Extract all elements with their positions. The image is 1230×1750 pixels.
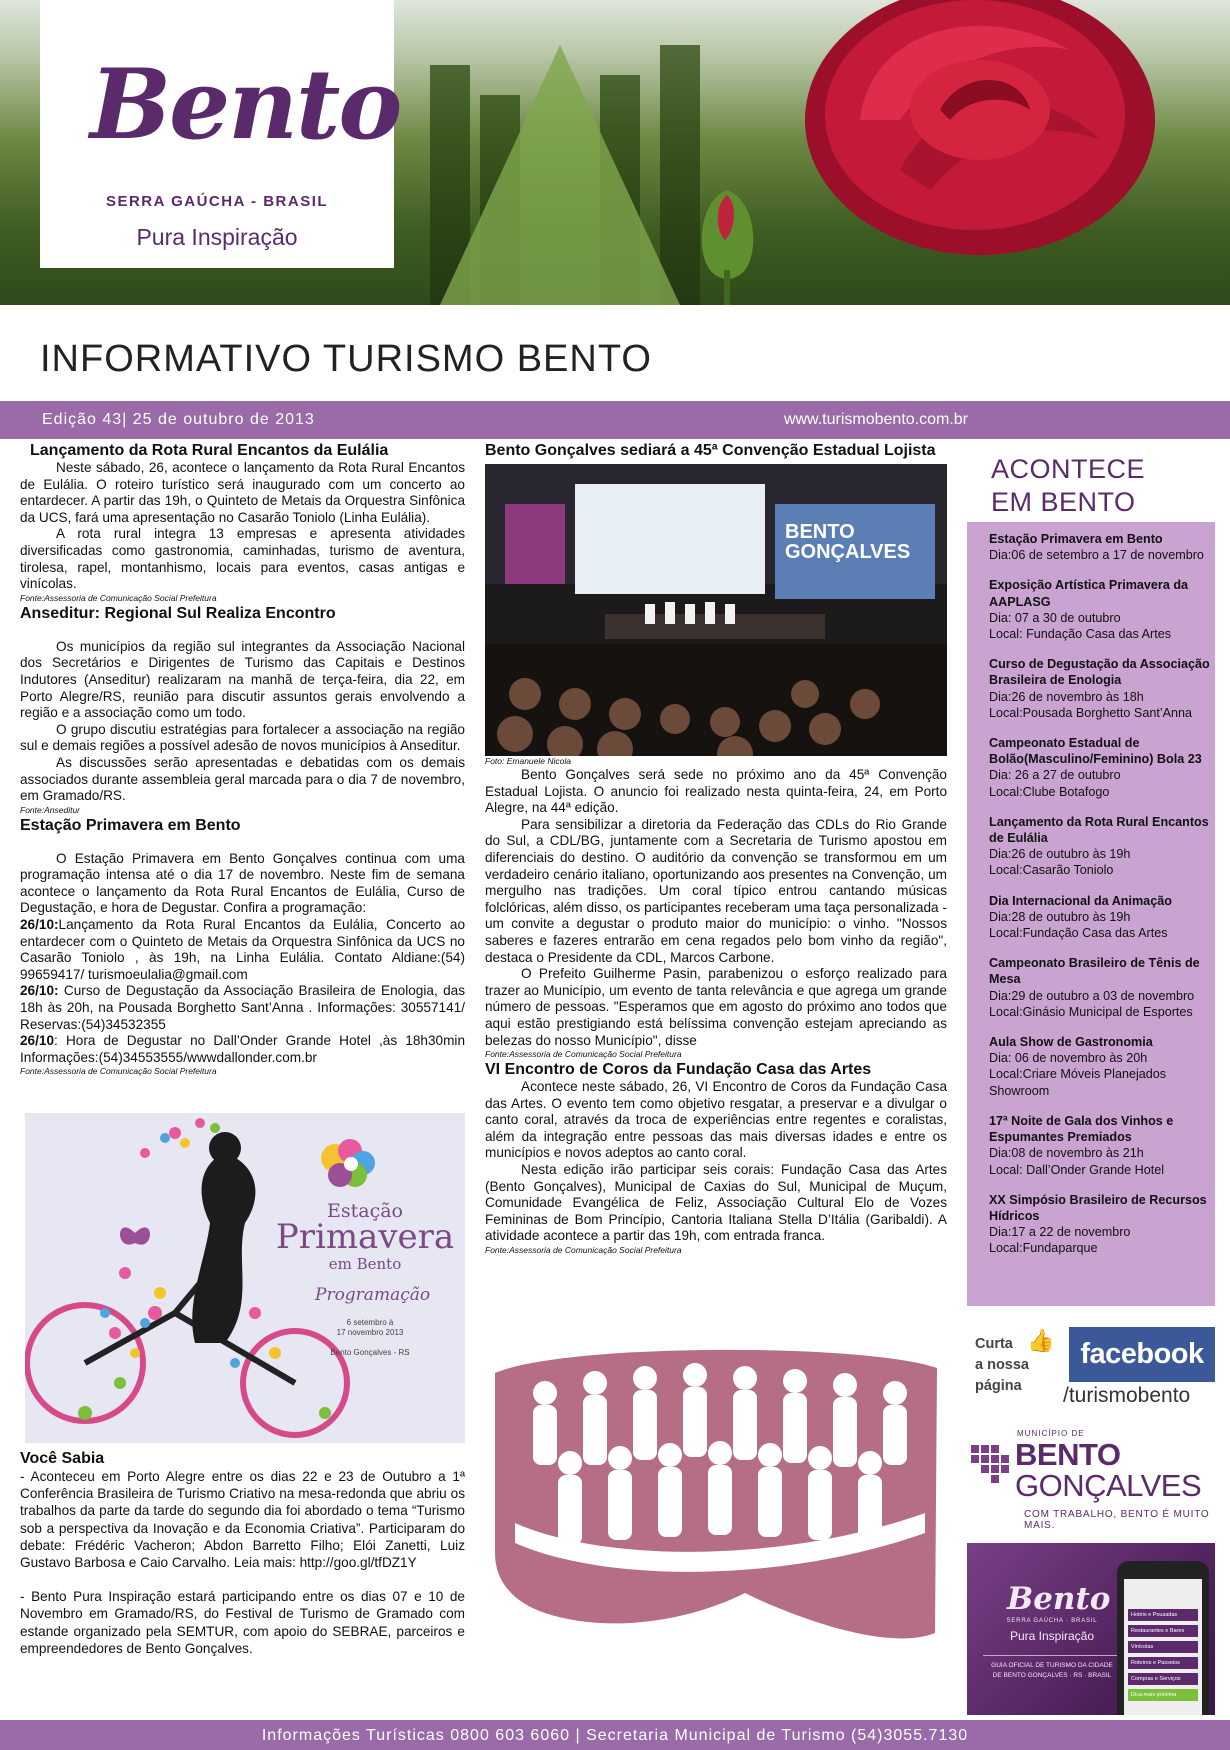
sidebar-title-line: ACONTECE bbox=[991, 454, 1146, 484]
bento-logo bbox=[40, 0, 401, 268]
left-column bbox=[20, 441, 465, 1077]
event-detail: Local:Fundação Casa das Artes bbox=[989, 926, 1168, 941]
event-detail: Local:Clube Botafogo bbox=[989, 784, 1110, 799]
event-list bbox=[989, 531, 1211, 1271]
article-heading: Anseditur: Regional Sul Realiza Encontro bbox=[20, 604, 336, 622]
schedule-text: : Hora de Degustar no Dall’Onder Grande Hotel ,às 18h30min Informações:(54)34553555/wwwdallonder.com.br bbox=[20, 1033, 465, 1065]
event-item bbox=[989, 893, 1211, 942]
cyclist-illustration bbox=[25, 1113, 465, 1443]
logo-tagline: Pura Inspiração bbox=[136, 224, 298, 250]
article-source: Fonte:Assessoria de Comunicação Social Prefeitura bbox=[485, 1049, 682, 1060]
article-heading: VI Encontro de Coros da Fundação Casa das Artes bbox=[485, 1061, 872, 1079]
guide-line: DE BENTO GONÇALVES · RS · BRASIL bbox=[992, 1672, 1112, 1679]
event-title: Campeonato Estadual de Bolão(Masculino/Feminino) Bola 23 bbox=[989, 736, 1202, 767]
event-detail: Local:Fundaparque bbox=[989, 1241, 1098, 1256]
event-title: Aula Show de Gastronomia bbox=[989, 1035, 1153, 1050]
sidebar-title bbox=[991, 453, 1145, 519]
municipio-name: GONÇALVES bbox=[1015, 1468, 1202, 1503]
logo-subtitle: SERRA GAÚCHA - BRASIL bbox=[105, 193, 329, 210]
article-source: Fonte:Assessoria de Comunicação Social Prefeitura bbox=[20, 1066, 217, 1077]
phone-menu-item: Hotéis e Pousadas bbox=[1128, 1609, 1198, 1621]
article-paragraph: - Bento Pura Inspiração estará participando entre os dias 07 e 10 de Novembro em Gramado/RS, do Festival de Turismo de Gramado com estande organizado pela SEMTUR, com apoio do SEBRAE, parceiros e empreendedores de Bento Gonçalves. bbox=[20, 1589, 465, 1656]
article-heading: Lançamento da Rota Rural Encantos da Eulália bbox=[30, 442, 389, 459]
schedule-text: Curso de Degustação da Associação Brasileira de Enologia, das 18h às 20h, na Pousada Borghetto Sant’Anna . Informações: 30557141/ Reservas:(54)34532355 bbox=[20, 983, 465, 1032]
screen-text-1: BENTO bbox=[785, 521, 855, 543]
event-detail: Dia: 26 a 27 de outubro bbox=[989, 768, 1121, 783]
event-detail: Local: Dall’Onder Grande Hotel bbox=[989, 1162, 1165, 1177]
municipio-name: BENTO bbox=[1015, 1437, 1121, 1472]
thumbs-up-icon: 👍 bbox=[1027, 1328, 1055, 1353]
facebook-handle[interactable]: /turismobento bbox=[1063, 1384, 1191, 1407]
article-paragraph: Nesta edição irão participar seis corais: Fundação Casa das Artes (Bento Gonçalves), Municipal de Caxias do Sul, Municipal de Muçum, Comunidade Evangélica de Feliz, Associação Cultural Elo de Vozes Femininas de Bom Princípio, Cantoria Italiana Stella D’Itália (Garibaldi). A atividade acontece a partir das 19h, com entrada franca. bbox=[485, 1162, 947, 1244]
voce-sabia-section bbox=[20, 1449, 465, 1657]
rose-bud-image bbox=[680, 170, 775, 305]
phone-menu-item: Dica mais próxima bbox=[1128, 1689, 1198, 1701]
article-paragraph: A rota rural integra 13 empresas e apresenta atividades diversificadas como gastronomia, caminhadas, turismo de aventura, tirolesa, rapel, montanhismo, locais para eventos, casas antigas e vinícolas. bbox=[20, 526, 465, 592]
event-detail: Dia:29 de outubro a 03 de novembro bbox=[989, 988, 1195, 1003]
article-source: Fonte:Assessoria de Comunicação Social Prefeitura bbox=[485, 1245, 682, 1256]
red-rose-image bbox=[780, 0, 1160, 270]
event-detail: Dia:26 de outubro às 19h bbox=[989, 847, 1131, 862]
schedule-item bbox=[20, 1033, 465, 1066]
event-item bbox=[989, 1034, 1211, 1099]
grape-grid-icon bbox=[967, 1441, 1013, 1487]
footer-contact: Informações Turísticas 0800 603 6060 | Secretaria Municipal de Turismo (54)3055.7130 bbox=[261, 1727, 969, 1744]
event-title: Dia Internacional da Animação bbox=[989, 893, 1172, 908]
app-logo: Bento bbox=[1007, 1581, 1111, 1617]
page-title: INFORMATIVO TURISMO BENTO bbox=[40, 338, 652, 380]
article-paragraph: Os municípios da região sul integrantes da Associação Nacional dos Secretários e Dirigentes de Turismo das Capitais e Destinos Indutores (Anseditur) realizaram na manhã de terça-feira, dia 22, em Porto Alegre/RS, reunião para discutir assuntos gerais envolvendo a região e a associação como um todo. bbox=[20, 638, 465, 721]
article-source: Fonte:Anseditur bbox=[20, 804, 81, 815]
municipio-slogan: COM TRABALHO, BENTO É MUITO MAIS. bbox=[1024, 1509, 1210, 1531]
event-title: 17ª Noite de Gala dos Vinhos e Espumantes Premiados bbox=[989, 1113, 1174, 1145]
event-item bbox=[989, 656, 1211, 721]
event-title: Lançamento da Rota Rural Encantos de Eulália bbox=[989, 814, 1209, 846]
article-paragraph: O grupo discutiu estratégias para fortalecer a associação na região sul e demais regiões a possível adesão de novos municípios à Anseditur. bbox=[20, 721, 465, 754]
article-paragraph: As discussões serão apresentadas e debatidas com os demais associados durante assembleia geral marcada para o dia 7 de novembro, em Gramado/RS. bbox=[20, 754, 465, 804]
poster-title-2: Primavera bbox=[275, 1217, 455, 1257]
estacao-primavera-poster bbox=[25, 1113, 465, 1443]
event-title: Estação Primavera em Bento bbox=[989, 532, 1163, 546]
schedule-item bbox=[20, 917, 465, 983]
schedule-date: 26/10 bbox=[20, 1033, 55, 1049]
event-title: Exposição Artística Primavera da AAPLASG bbox=[989, 578, 1189, 609]
article-paragraph: Bento Gonçalves será sede no próximo ano da 45ª Convenção Estadual Lojista. O anuncio foi realizado nesta quinta-feira, 24, em Porto Alegre, na 44ª edição. bbox=[485, 767, 947, 816]
event-item bbox=[989, 531, 1211, 563]
event-detail: Dia:28 de outubro às 19h bbox=[989, 909, 1131, 924]
event-detail: Local:Ginásio Municipal de Esportes bbox=[989, 1004, 1193, 1019]
poster-dates-1: 6 setembro à bbox=[346, 1318, 394, 1327]
section-heading: Você Sabia bbox=[20, 1450, 105, 1467]
poster-title-1: Estação bbox=[327, 1200, 403, 1222]
event-detail: Dia:17 a 22 de novembro bbox=[989, 1225, 1131, 1240]
curta-line: Curta bbox=[975, 1336, 1013, 1352]
event-detail: Dia:06 de setembro a 17 de novembro bbox=[989, 548, 1204, 563]
schedule-date: 26/10: bbox=[20, 917, 59, 933]
sidebar-title-line: EM BENTO bbox=[991, 487, 1136, 517]
convention-photo bbox=[485, 464, 947, 756]
event-detail: Dia:26 de novembro às 18h bbox=[989, 689, 1144, 704]
footer-bar bbox=[0, 1720, 1230, 1750]
facebook-promo[interactable] bbox=[967, 1318, 1215, 1413]
choir-illustration bbox=[485, 1333, 947, 1655]
edition-bar bbox=[0, 401, 1230, 439]
article-source: Fonte:Assessoria de Comunicação Social Prefeitura bbox=[20, 592, 217, 603]
guide-line: GUIA OFICIAL DE TURISMO DA CIDADE bbox=[991, 1662, 1113, 1669]
events-sidebar bbox=[967, 439, 1215, 1306]
pagina-line: página bbox=[975, 1378, 1022, 1394]
event-item bbox=[989, 955, 1211, 1020]
schedule-text: Lançamento da Rota Rural Encantos da Eulália, Concerto ao entardecer com o Quinteto de Metais da Orquestra Sinfônica da UCS no Casarão Toniolo , às 19h, na Linha Eulália. Contato Aldiane:(54) 99659417/ turismoeulalia@gmail.com bbox=[20, 917, 465, 982]
article-paragraph: Acontece neste sábado, 26, VI Encontro de Coros da Fundação Casa das Artes. O evento tem como objetivo resgatar, a preservar e a divulgar o canto coral, através da troca de experiências entre regentes e coralistas, além da integração entre pessoas das mais diversas idades e entre os municípios e novos adeptos ao canto coral. bbox=[485, 1079, 947, 1161]
event-detail: Local:Pousada Borghetto Sant’Anna bbox=[989, 705, 1193, 720]
bento-goncalves-logo bbox=[967, 1425, 1215, 1531]
event-item bbox=[989, 1113, 1211, 1178]
article-paragraph: - Aconteceu em Porto Alegre entre os dias 22 e 23 de Outubro a 1ª Conferência Brasileira de Turismo Criativo na mesa-redonda que abriu os trabalhos da parte da tarde do segundo dia foi abordado o tema “Turismo sob a perspectiva da Inovação e da Economia Criativa”. Participaram do debate: Frédéric Vacheron; Abdon Barretto Filho; Elói Zanetti, Luiz Gustavo Barbosa e Caio Carvalho. Leia mais: http://goo.gl/tfDZ1Y bbox=[20, 1469, 465, 1571]
vineyard-path bbox=[440, 45, 680, 305]
article-heading: Estação Primavera em Bento bbox=[20, 816, 241, 834]
logo-word: Bento bbox=[90, 48, 401, 161]
phone-menu-item: Restaurantes e Bares bbox=[1128, 1625, 1198, 1637]
phone-menu-item: Roteiros e Passeios bbox=[1128, 1657, 1198, 1669]
event-title: Curso de Degustação da Associação Brasileira de Enologia bbox=[989, 657, 1210, 688]
article-heading: Bento Gonçalves sediará a 45ª Convenção Estadual Lojista bbox=[485, 442, 936, 459]
screen-text-2: GONÇALVES bbox=[785, 541, 911, 563]
edition-info: Edição 43| 25 de outubro de 2013 bbox=[42, 411, 315, 428]
phone-mockup bbox=[1117, 1561, 1209, 1715]
schedule-item bbox=[20, 983, 465, 1033]
event-title: XX Simpósio Brasileiro de Recursos Hídricos bbox=[989, 1192, 1207, 1223]
event-item bbox=[989, 1192, 1211, 1257]
app-guide-text bbox=[983, 1655, 1121, 1681]
phone-menu-item: Vinícolas bbox=[1128, 1641, 1198, 1653]
photo-credit: Foto: Emanuele Nicola bbox=[485, 756, 571, 766]
poster-dates-2: 17 novembro 2013 bbox=[336, 1328, 404, 1337]
site-url-link[interactable]: www.turismobento.com.br bbox=[783, 411, 968, 428]
event-detail: Local:Casarão Toniolo bbox=[989, 863, 1114, 878]
phone-screen bbox=[1124, 1579, 1202, 1715]
center-column bbox=[485, 441, 947, 1256]
event-item bbox=[989, 577, 1211, 642]
event-detail: Dia: 06 de novembro às 20h bbox=[989, 1051, 1148, 1066]
article-paragraph: O Estação Primavera em Bento Gonçalves continua com uma programação intensa até o dia 17 de novembro. Neste fim de semana acontece o lançamento da Rota Rural Encantos de Eulália, Curso de Degustação, e hora de Degustar. Confira a programação: bbox=[20, 850, 465, 916]
poster-programacao: Programação bbox=[315, 1285, 431, 1305]
event-title: Campeonato Brasileiro de Tênis de Mesa bbox=[989, 956, 1200, 987]
phone-menu-item: Compras e Serviços bbox=[1128, 1673, 1198, 1685]
poster-title-3: em Bento bbox=[328, 1255, 402, 1273]
facebook-curta-text bbox=[975, 1334, 1029, 1397]
sidebar-header bbox=[967, 439, 1215, 522]
article-paragraph: Neste sábado, 26, acontece o lançamento da Rota Rural Encantos de Eulália. O roteiro turístico será inaugurado com um concerto ao entardecer. A partir das 19h, o Quinteto de Metais da Orquestra Sinfônica da UCS, fará uma apresentação no Casarão Toniolo (Linha Eulália). bbox=[20, 460, 465, 525]
article-paragraph: O Prefeito Guilherme Pasin, parabenizou o esforço realizado para trazer ao Município, um evento de tanta relevância e que agrega um grande número de pessoas. "Esperamos que em agosto do próximo ano todos que aqui estão prestigiando está belíssima convenção estejam apreciando as belezas do nosso Município", disse bbox=[485, 966, 947, 1048]
facebook-logo[interactable]: facebook bbox=[1069, 1327, 1215, 1382]
municipio-label: MUNICÍPIO DE bbox=[1017, 1429, 1085, 1438]
event-item bbox=[989, 735, 1211, 800]
hero-banner bbox=[0, 0, 1230, 305]
event-detail: Local: Fundação Casa das Artes bbox=[989, 627, 1172, 642]
auditorium-illustration bbox=[485, 464, 947, 756]
event-detail: Dia: 07 a 30 de outubro bbox=[989, 610, 1121, 625]
a-nossa-line: a nossa bbox=[975, 1357, 1029, 1373]
schedule-date: 26/10: bbox=[20, 983, 59, 999]
event-detail: Local:Criare Móveis Planejados Showroom bbox=[989, 1067, 1167, 1098]
article-paragraph: Para sensibilizar a diretoria da Federação das CDLs do Rio Grande do Sul, a CDL/BG, juntamente com a Secretaria de Turismo apostou em diferenciais do destino. O auditório da convenção se transformou em um verdadeiro cenário italiano, oportunizando aos presentes na Convenção, um mergulho nas tradições. Um coral típico entrou cantando músicas folclóricas, além disso, os participantes receberam uma taça personalizada - um convite a degustar o produto maior do município: o vinho. "Nossos saberes e fazeres entrarão em cena regados pelo bom vinho da região", destaca o Presidente da CDL, Marcos Carbone. bbox=[485, 816, 947, 965]
app-subtitle: SERRA GAÚCHA · BRASIL bbox=[1006, 1618, 1098, 1624]
event-detail: Dia:08 de novembro às 21h bbox=[989, 1146, 1144, 1161]
event-item bbox=[989, 814, 1211, 879]
app-advertisement[interactable] bbox=[967, 1543, 1215, 1715]
app-tagline: Pura Inspiração bbox=[1009, 1629, 1095, 1643]
poster-place: Bento Gonçalves - RS bbox=[330, 1348, 410, 1357]
